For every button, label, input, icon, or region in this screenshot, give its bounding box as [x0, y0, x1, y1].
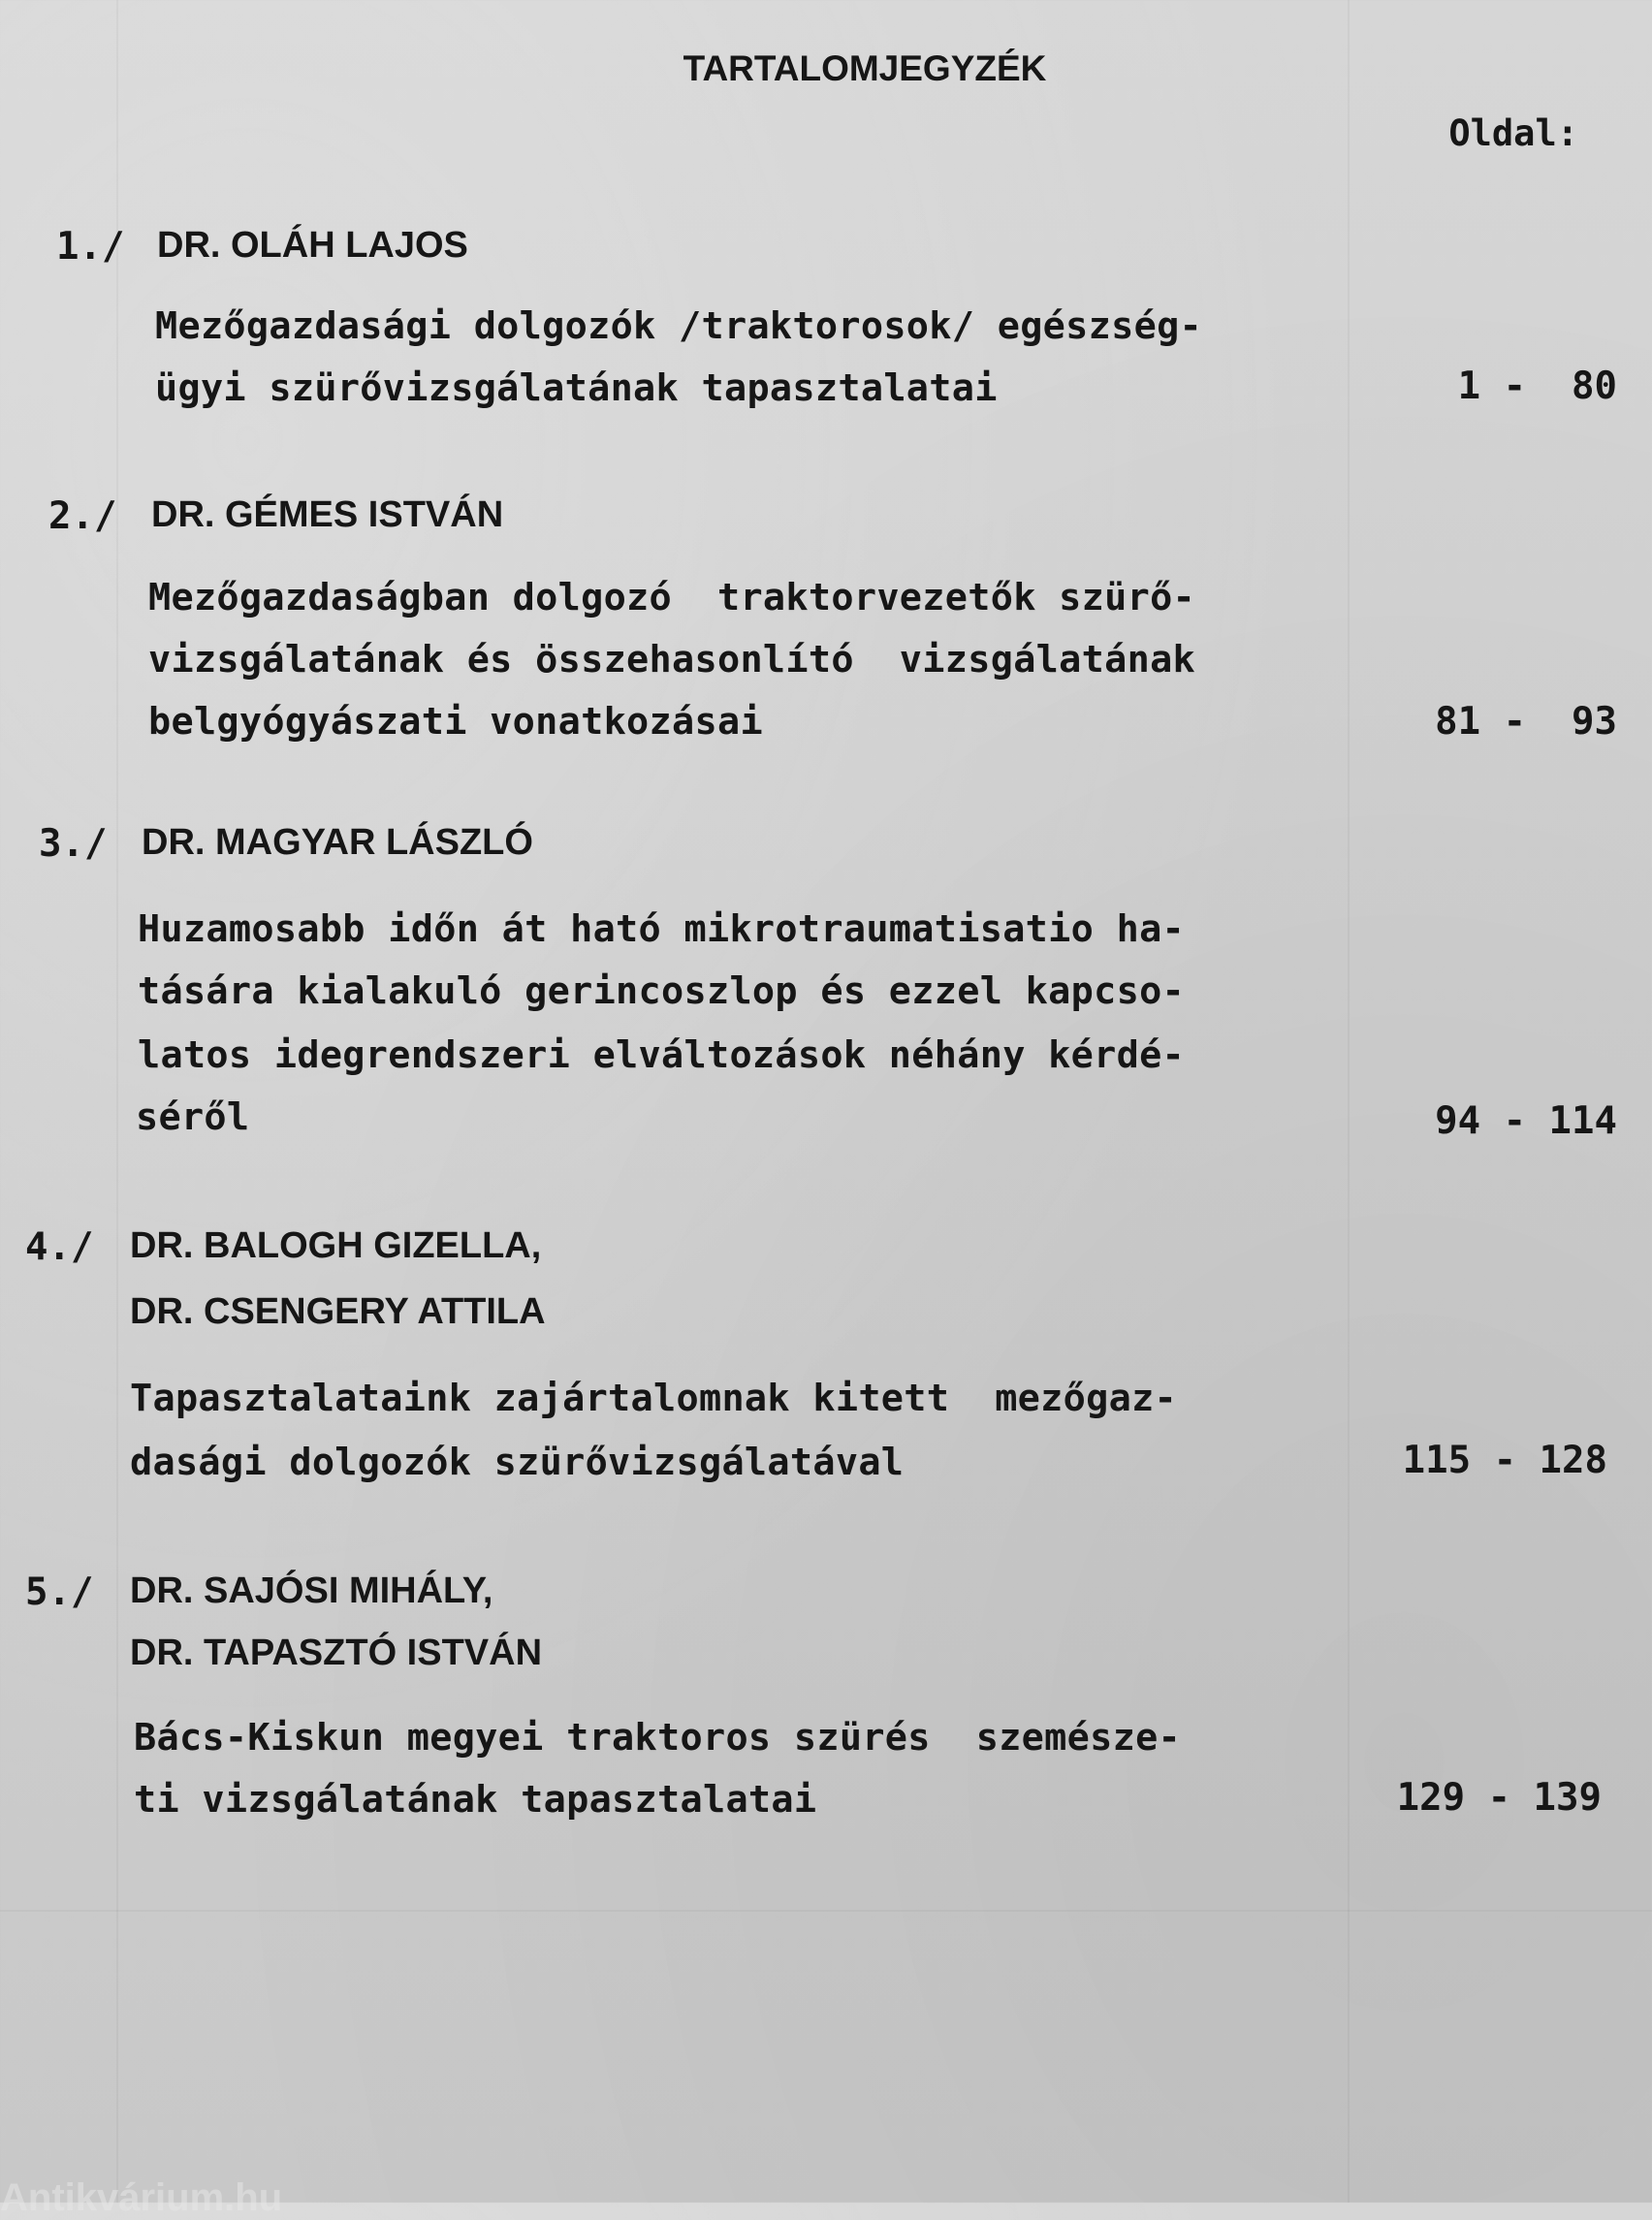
entry-page-range: 94 - 114 — [1435, 1099, 1617, 1143]
entry-title-line: tására kialakuló gerincoszlop és ezzel kapcso- — [138, 969, 1186, 1013]
entry-author: DR. BALOGH GIZELLA, — [130, 1225, 542, 1266]
watermark: Antikvárium.hu — [0, 2176, 283, 2219]
paper-fold-line — [116, 0, 118, 2203]
entry-title-line: Bács-Kiskun megyei traktoros szürés szemésze- — [134, 1716, 1182, 1760]
entry-title-line: vizsgálatának és összehasonlító vizsgálatának — [148, 638, 1196, 682]
entry-author: DR. GÉMES ISTVÁN — [151, 494, 504, 535]
entry-title-line: ügyi szürővizsgálatának tapasztalatai — [155, 366, 998, 410]
entry-title-line: séről — [136, 1095, 250, 1139]
entry-title-line: belgyógyászati vonatkozásai — [148, 700, 763, 744]
entry-author: DR. SAJÓSI MIHÁLY, — [130, 1570, 493, 1611]
paper-fold-line — [0, 1910, 1652, 1912]
entry-page-range: 115 - 128 — [1402, 1439, 1607, 1482]
entry-number: 2./ — [48, 494, 117, 538]
entry-author: DR. OLÁH LAJOS — [157, 225, 468, 266]
document-title: TARTALOMJEGYZÉK — [683, 48, 1047, 88]
entry-author: DR. TAPASZTÓ ISTVÁN — [130, 1633, 543, 1673]
entry-number: 5./ — [25, 1570, 94, 1614]
entry-page-range: 129 - 139 — [1396, 1776, 1602, 1820]
entry-title-line: Huzamosabb időn át ható mikrotraumatisatio ha- — [138, 907, 1186, 951]
page-column-label: Oldal: — [1448, 112, 1578, 154]
entry-title-line: Tapasztalataink zajártalomnak kitett mezőgaz- — [130, 1377, 1178, 1420]
entry-title-line: Mezőgazdaságban dolgozó traktorvezetők szürő- — [148, 576, 1196, 619]
entry-author: DR. CSENGERY ATTILA — [130, 1291, 546, 1332]
entry-title-line: latos idegrendszeri elváltozások néhány kérdé- — [138, 1033, 1186, 1077]
entry-page-range: 1 - 80 — [1457, 365, 1617, 408]
entry-number: 4./ — [25, 1225, 94, 1269]
entry-number: 3./ — [39, 822, 108, 866]
entry-author: DR. MAGYAR LÁSZLÓ — [142, 822, 533, 863]
entry-title-line: dasági dolgozók szürővizsgálatával — [130, 1441, 905, 1484]
entry-page-range: 81 - 93 — [1435, 700, 1617, 744]
entry-title-line: ti vizsgálatának tapasztalatai — [134, 1778, 817, 1822]
paper-fold-line — [1348, 0, 1350, 2203]
entry-number: 1./ — [56, 225, 125, 269]
entry-title-line: Mezőgazdasági dolgozók /traktorosok/ egészség- — [155, 304, 1203, 348]
